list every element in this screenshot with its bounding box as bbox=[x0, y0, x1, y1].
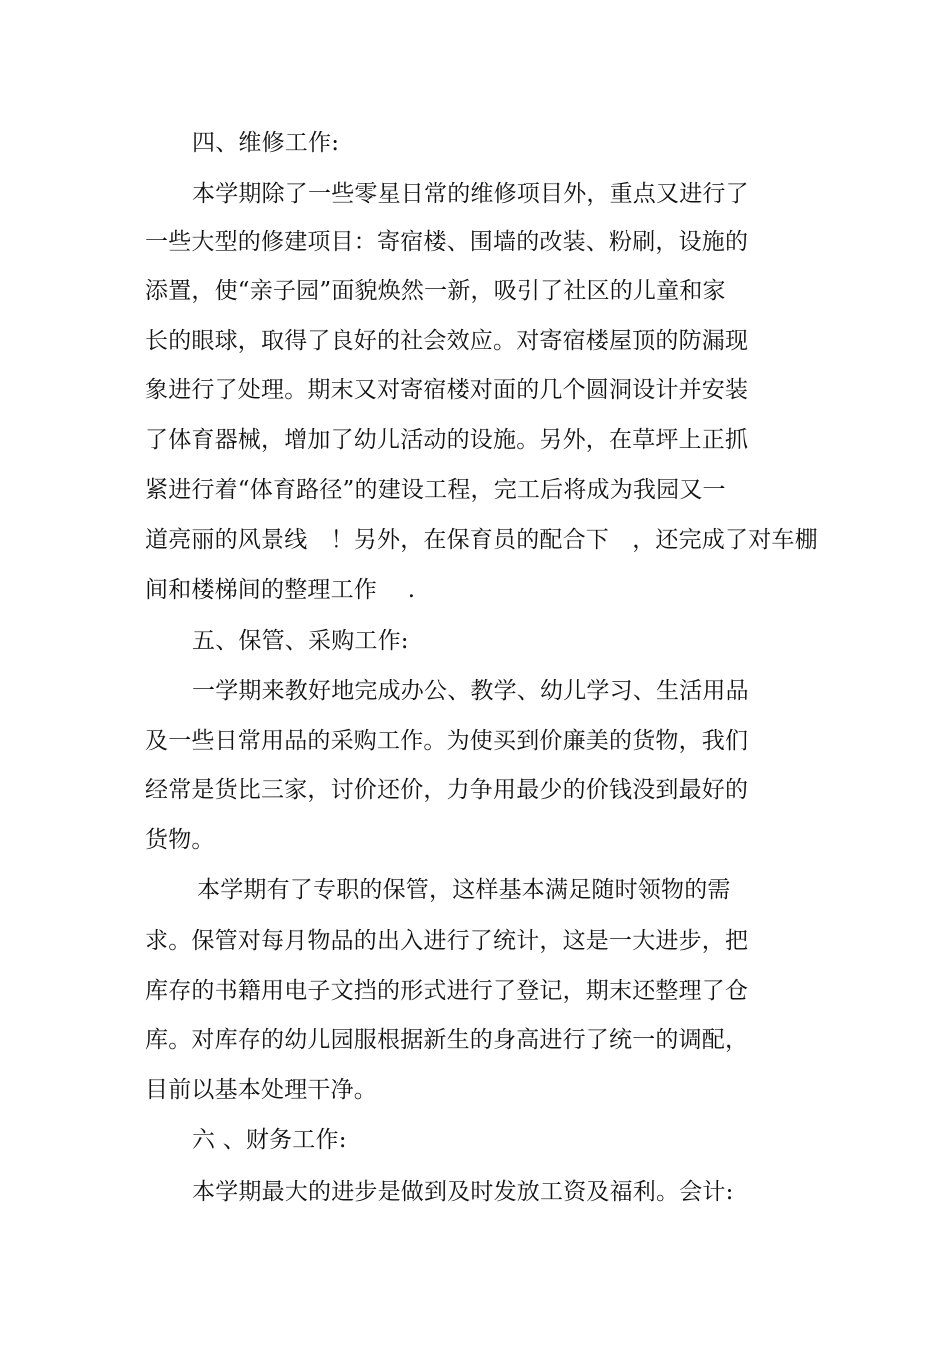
section-heading-finance: 六 、财务工作: bbox=[192, 1127, 347, 1153]
paragraph-line: 间和楼梯间的整理工作 . bbox=[145, 577, 416, 603]
paragraph-line: 了体育器械，增加了幼儿活动的设施。另外，在草坪上正抓 bbox=[145, 427, 749, 453]
paragraph-line: 本学期最大的进步是做到及时发放工资及福利。会计: bbox=[192, 1179, 734, 1205]
paragraph-line: 本学期除了一些零星日常的维修项目外，重点又进行了 bbox=[192, 181, 749, 207]
section-heading-procurement: 五、保管、采购工作: bbox=[192, 628, 409, 654]
section-heading-maintenance: 四、维修工作: bbox=[192, 130, 340, 156]
paragraph-line: 长的眼球，取得了良好的社会效应。对寄宿楼屋顶的防漏现 bbox=[145, 328, 749, 354]
paragraph-line: 经常是货比三家，讨价还价，力争用最少的价钱没到最好的 bbox=[145, 777, 749, 803]
paragraph-line: 库存的书籍用电子文挡的形式进行了登记，期末还整理了仓 bbox=[145, 978, 749, 1004]
paragraph-line: 库。对库存的幼儿园服根据新生的身高进行了统一的调配， bbox=[145, 1027, 749, 1053]
paragraph-line: 一学期来教好地完成办公、教学、幼儿学习、生活用品 bbox=[192, 678, 749, 704]
paragraph-line: 货物。 bbox=[145, 827, 215, 853]
paragraph-line: 及一些日常用品的采购工作。为使买到价廉美的货物，我们 bbox=[145, 728, 749, 754]
paragraph-line: 本学期有了专职的保管，这样基本满足随时领物的需 bbox=[197, 877, 731, 903]
paragraph-line: 象进行了处理。期末又对寄宿楼对面的几个圆洞设计并安装 bbox=[145, 377, 749, 403]
paragraph-line: 目前以基本处理干净。 bbox=[145, 1077, 377, 1103]
paragraph-line: 添置，使“亲子园”面貌焕然一新，吸引了社区的儿童和家 bbox=[145, 278, 726, 304]
paragraph-line: 一些大型的修建项目：寄宿楼、围墙的改装、粉刷，设施的 bbox=[145, 229, 749, 255]
paragraph-line: 求。保管对每月物品的出入进行了统计，这是一大进步，把 bbox=[145, 928, 749, 954]
paragraph-line: 紧进行着“体育路径”的建设工程，完工后将成为我园又一 bbox=[145, 477, 726, 503]
paragraph-line: 道亮丽的风景线 ！另外，在保育员的配合下 ，还完成了对车棚 bbox=[145, 527, 818, 553]
